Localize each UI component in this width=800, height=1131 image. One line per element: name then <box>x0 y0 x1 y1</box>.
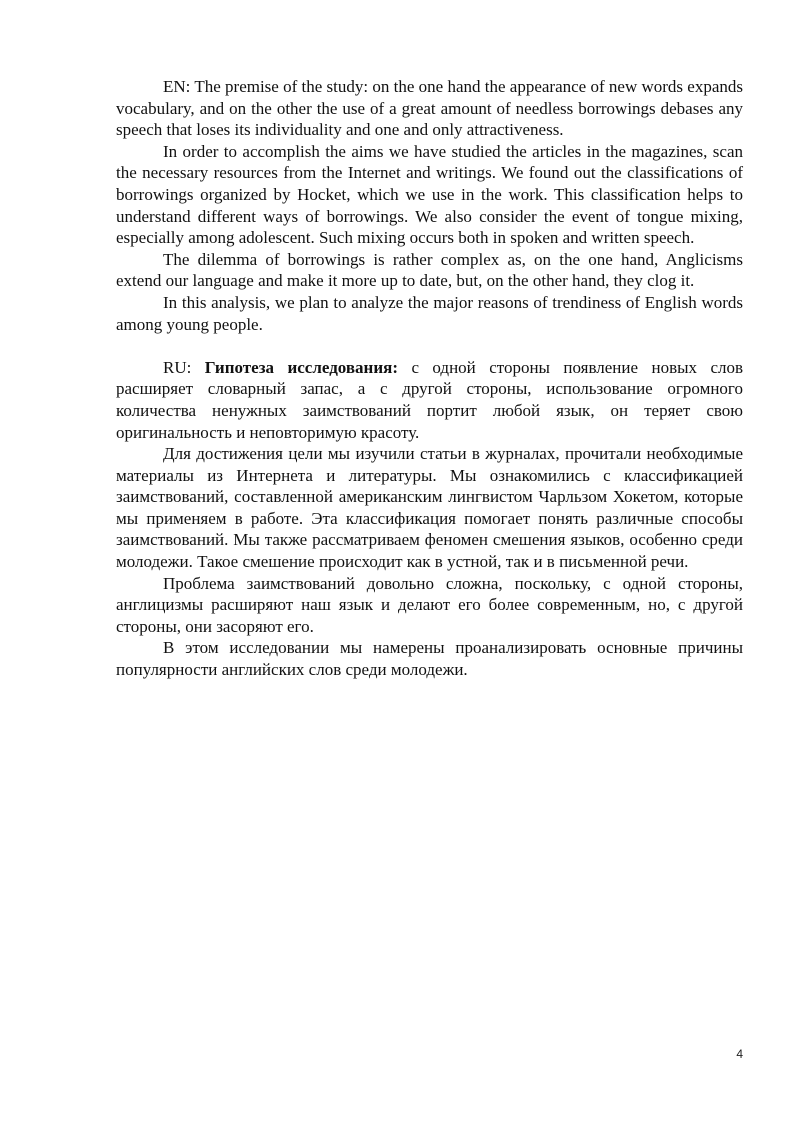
en-dilemma-paragraph: The dilemma of borrowings is rather complex as, on the one hand, Anglicisms extend our language and make it more up to date, but, on the other hand, they clog it. <box>116 249 743 291</box>
ru-problem-paragraph: Проблема заимствований довольно сложна, поскольку, с одной стороны, англицизмы расширяют наш язык и делают его более современным, но, с другой стороны, они засоряют его. <box>116 573 743 636</box>
en-prefix: EN: <box>163 77 195 96</box>
document-body <box>116 76 743 681</box>
ru-analysis-paragraph: В этом исследовании мы намерены проанализировать основные причины популярности английских слов среди молодежи. <box>116 638 743 680</box>
section-spacer <box>116 335 743 357</box>
en-premise-text: The premise of the study: on the one hand the appearance of new words expands vocabulary, and on the other the use of a great amount of needless borrowings debases any speech that loses its individuality and one and only attractiveness. <box>116 77 744 140</box>
en-premise-paragraph <box>116 76 743 141</box>
ru-hypothesis-text: с одной стороны появление новых слов расширяет словарный запас, а с другой стороны, использование огромного количества ненужных заимствований портит любой язык, он теряет свою оригинальность и неповторимую красоту. <box>116 357 743 442</box>
ru-hypothesis-label: Гипотеза исследования: <box>204 357 399 377</box>
ru-aims-paragraph: Для достижения цели мы изучили статьи в журналах, прочитали необходимые материалы из Интернета и литературы. Мы ознакомились с классификацией заимствований, составленной американским лингвистом Чарльзом Хокетом, которые мы применяем в работе. Эта классификация помогает понять различные способы заимствований. Мы также рассматриваем феномен смешения языков, особенно среди молодежи. Такое смешение происходит как в устной, так и в письменной речи. <box>116 444 743 572</box>
en-aims-paragraph: In order to accomplish the aims we have studied the articles in the magazines, scan the necessary resources from the Internet and writings. We found out the classifications of borrowings organized by Hocket, which we use in the work. This classification helps to understand different ways of borrowings. We also consider the event of tongue mixing, especially among adolescent. Such mixing occurs both in spoken and written speech. <box>116 141 743 248</box>
ru-prefix: RU: <box>163 357 205 377</box>
ru-hypothesis-paragraph <box>116 357 743 443</box>
page-number: 4 <box>736 1047 743 1061</box>
en-analysis-paragraph: In this analysis, we plan to analyze the major reasons of trendiness of English words among young people. <box>116 292 743 334</box>
